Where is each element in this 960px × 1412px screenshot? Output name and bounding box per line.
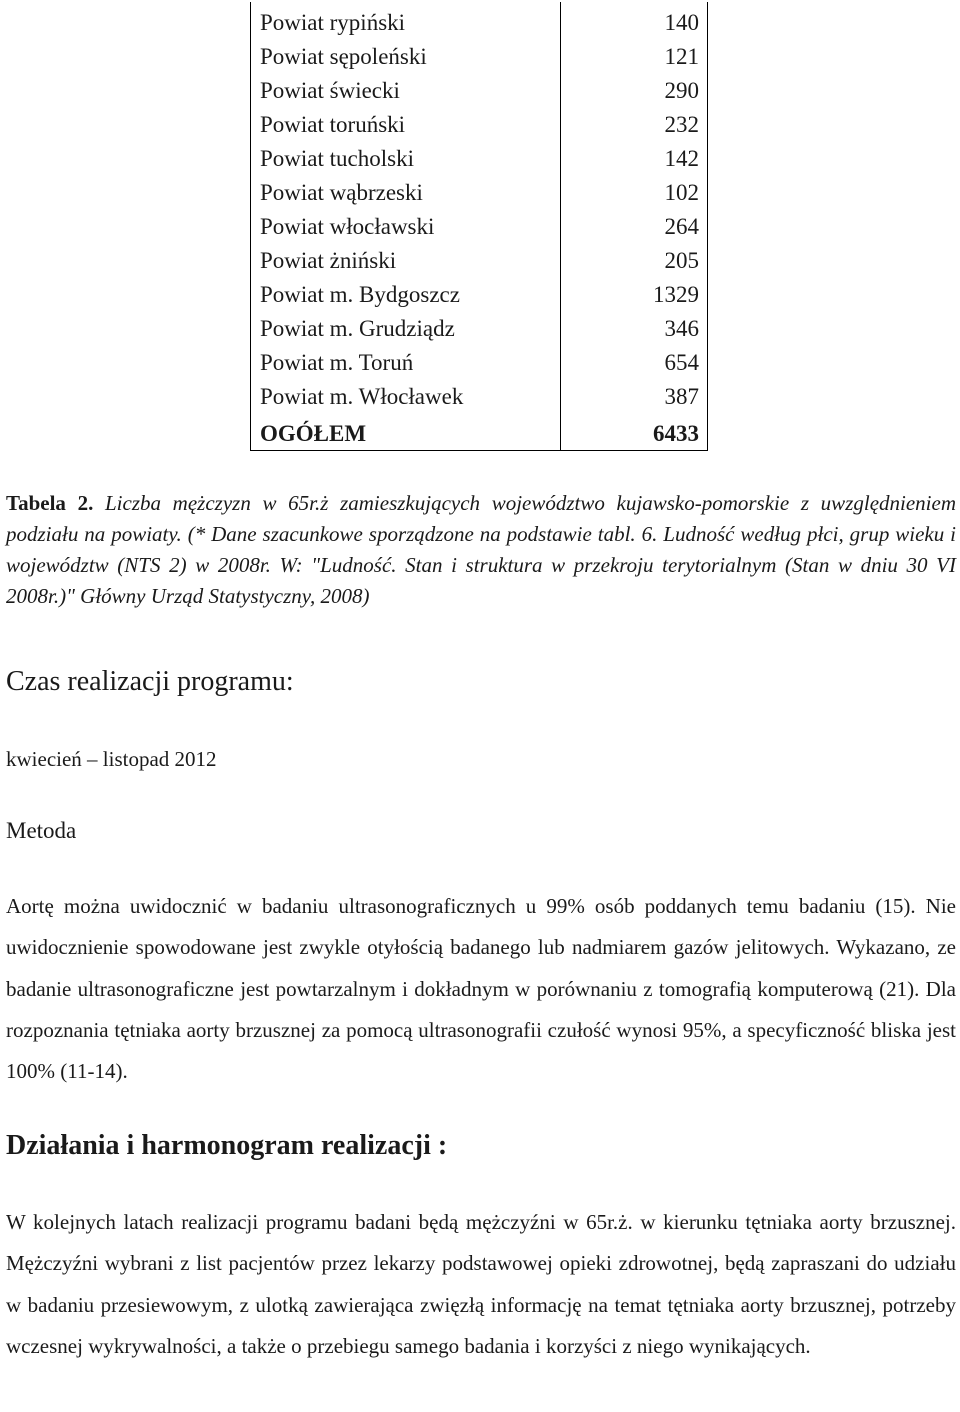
district-name: Powiat m. Grudziądz [251, 308, 561, 342]
table-row [251, 206, 708, 240]
district-count: 1329 [561, 274, 708, 308]
district-count: 232 [561, 104, 708, 138]
caption-label: Tabela 2. [6, 491, 94, 515]
table-row [251, 172, 708, 206]
table-row [251, 342, 708, 376]
district-count: 142 [561, 138, 708, 172]
table-row [251, 138, 708, 172]
district-count: 121 [561, 36, 708, 70]
district-count: 346 [561, 308, 708, 342]
district-count: 264 [561, 206, 708, 240]
table-row [251, 240, 708, 274]
population-table-body [251, 2, 708, 451]
district-name: Powiat m. Bydgoszcz [251, 274, 561, 308]
schedule-text: kwiecień – listopad 2012 [6, 747, 217, 771]
district-count: 654 [561, 342, 708, 376]
table-row [251, 376, 708, 410]
district-name: Powiat włocławski [251, 206, 561, 240]
district-count: 290 [561, 70, 708, 104]
method-text: Aortę można uwidocznić w badaniu ultrasonograficznych u 99% osób poddanych temu badaniu (15). Nie uwidocznienie spowodowane jest zwykle otyłością badanego lub nadmiarem gazów jelitowych. Wykazano, ze badanie ultrasonograficzne jest powtarzalnym i dokładnym w porównaniu z tomografią komputerową (21). Dla rozpoznania tętniaka aorty brzusznej za pomocą ultrasonografii czułość wynosi 95%, a specyficzność bliska jest 100% (11-14). [6, 894, 956, 1084]
table-row [251, 36, 708, 70]
district-name: Powiat wąbrzeski [251, 172, 561, 206]
district-name: Powiat toruński [251, 104, 561, 138]
district-name: Powiat żniński [251, 240, 561, 274]
population-table [250, 2, 708, 451]
district-name: Powiat tucholski [251, 138, 561, 172]
schedule-heading: Czas realizacji programu: [6, 666, 294, 697]
method-heading: Metoda [6, 818, 77, 843]
actions-heading: Działania i harmonogram realizacji : [6, 1130, 448, 1161]
district-count: 387 [561, 376, 708, 410]
table-row [251, 104, 708, 138]
table-row [251, 70, 708, 104]
actions-text: W kolejnych latach realizacji programu badani będą mężczyźni w 65r.ż. w kierunku tętniaka aorty brzusznej. Mężczyźni wybrani z list pacjentów przez lekarzy podstawowej opieki zdrowotnej, będą zapraszani do udziału w badaniu przesiewowym, z ulotką zawierająca zwięzłą informację na temat tętniaka aorty brzusznej, potrzeby wczesnej wykrywalności, a także o przebiegu samego badania i korzyści z niego wynikających. [6, 1210, 956, 1358]
table-row [251, 274, 708, 308]
district-count: 205 [561, 240, 708, 274]
district-count: 102 [561, 172, 708, 206]
caption-text: Liczba mężczyzn w 65r.ż zamieszkujących województwo kujawsko-pomorskie z uwzględnieniem podziału na powiaty. (* Dane szacunkowe sporządzone na podstawie tabl. 6. Ludność według płci, grup wieku i województw (NTS 2) w 2008r. W: "Ludność. Stan i struktura w przekroju terytorialnym (Stan w dniu 30 VI 2008r.)" Główny Urząd Statystyczny, 2008) [6, 491, 956, 608]
total-count: 6433 [561, 410, 708, 451]
district-name: Powiat m. Włocławek [251, 376, 561, 410]
district-name: Powiat świecki [251, 70, 561, 104]
table-caption [6, 488, 956, 612]
table-row [251, 308, 708, 342]
district-name: Powiat sępoleński [251, 36, 561, 70]
district-count: 140 [561, 2, 708, 36]
total-label: OGÓŁEM [251, 410, 561, 451]
table-row [251, 2, 708, 36]
district-name: Powiat rypiński [251, 2, 561, 36]
district-name: Powiat m. Toruń [251, 342, 561, 376]
table-total-row [251, 410, 708, 451]
